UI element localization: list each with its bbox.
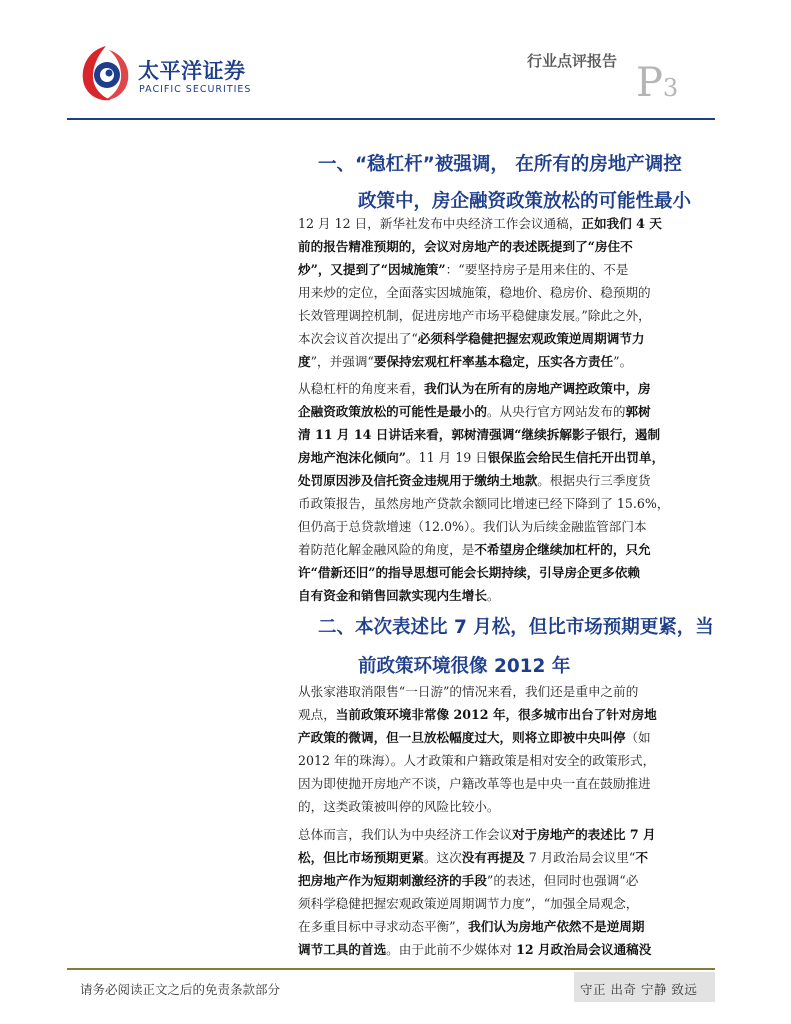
paragraph-1 bbox=[298, 212, 700, 373]
body-text: 7 月政治局会议里“ bbox=[524, 850, 636, 865]
body-text: 本次会议首次提出了“ bbox=[298, 331, 418, 346]
body-text: ”。 bbox=[613, 354, 633, 369]
text-line bbox=[298, 235, 700, 258]
pacific-securities-logo-icon bbox=[78, 42, 134, 104]
page-letter: P bbox=[636, 60, 663, 106]
emphasis-text: 前的报告精准预期的，会议对房地产的表述既提到了“房住不 bbox=[298, 239, 633, 254]
emphasis-text: 企融资政策放松的可能性是最小的 bbox=[298, 404, 487, 419]
page-number-value: 3 bbox=[662, 74, 679, 102]
body-text: 在多重目标中寻求动态平衡”， bbox=[298, 919, 469, 934]
emphasis-text: 没有再提及 bbox=[461, 850, 525, 865]
text-line bbox=[298, 703, 700, 726]
text-line bbox=[298, 584, 700, 607]
text-line bbox=[298, 350, 700, 373]
body-text: ：“要坚持房子是用来住的、不是 bbox=[445, 262, 629, 277]
body-text: ”的表述，但同时也强调“必 bbox=[486, 873, 639, 888]
emphasis-text: 许“借新还旧”的指导思想可能会长期持续，引导房企更多依赖 bbox=[298, 565, 640, 580]
text-line bbox=[298, 869, 700, 892]
body-text: 。根据央行三季度货 bbox=[537, 473, 651, 488]
section-2-heading-line-2: 前政策环境很像 2012 年 bbox=[358, 656, 571, 677]
emphasis-text: 我们认为在所有的房地产调控政策中，房 bbox=[423, 381, 651, 396]
text-line bbox=[298, 749, 700, 772]
footer-divider bbox=[67, 968, 715, 970]
text-line bbox=[298, 492, 700, 515]
text-line bbox=[298, 281, 700, 304]
section-1-heading-line-2: 政策中，房企融资政策放松的可能性最小 bbox=[358, 191, 692, 212]
text-line bbox=[298, 915, 700, 938]
text-line bbox=[298, 212, 700, 235]
text-line bbox=[298, 469, 700, 492]
body-text: 长效管理调控机制，促进房地产市场平稳健康发展。”除此之外， bbox=[298, 308, 651, 323]
paragraph-2 bbox=[298, 377, 700, 607]
header-divider bbox=[67, 118, 715, 120]
body-text: 。由于此前不少媒体对 bbox=[386, 942, 517, 957]
emphasis-text: 不 bbox=[635, 850, 648, 865]
text-line bbox=[298, 823, 700, 846]
paragraph-4 bbox=[298, 823, 700, 961]
text-line bbox=[298, 446, 700, 469]
body-text: ”，并强调“ bbox=[310, 354, 374, 369]
text-line bbox=[298, 515, 700, 538]
emphasis-text: 不希望房企继续加杠杆的，只允 bbox=[474, 542, 651, 557]
body-text: 币政策报告，虽然房地产贷款余额同比增速已经下降到了 15.6%， bbox=[298, 496, 670, 511]
emphasis-text: 炒”，又提到了“因城施策” bbox=[298, 262, 446, 277]
text-line bbox=[298, 938, 700, 961]
paragraph-3 bbox=[298, 680, 700, 818]
emphasis-text: 调节工具的首选 bbox=[298, 942, 387, 957]
text-line bbox=[298, 423, 700, 446]
text-line bbox=[298, 726, 700, 749]
body-text: 的，这类政策被叫停的风险比较小。 bbox=[298, 799, 500, 814]
emphasis-text: 自有资金和销售回款实现内生增长 bbox=[298, 588, 487, 603]
body-text: 总体而言，我们认为中央经济工作会议 bbox=[298, 827, 513, 842]
section-1-heading-line-1: 一、“稳杠杆”被强调， 在所有的房地产调控 bbox=[318, 154, 682, 175]
emphasis-text: 处罚原因涉及信托资金违规用于缴纳土地款 bbox=[298, 473, 538, 488]
motto-box bbox=[574, 972, 715, 1002]
emphasis-text: 度 bbox=[298, 354, 311, 369]
emphasis-text: 当前政策环境非常像 2012 年，很多城市出台了针对房地 bbox=[335, 707, 657, 722]
text-line bbox=[298, 795, 700, 818]
emphasis-text: 房地产泡沫化倾向” bbox=[298, 450, 406, 465]
section-2-heading-line-1: 二、本次表述比 7 月松，但比市场预期更紧，当 bbox=[318, 617, 714, 638]
body-text: 因为即使抛开房地产不谈，户籍改革等也是中央一直在鼓励推进 bbox=[298, 776, 651, 791]
page-header bbox=[0, 0, 791, 120]
emphasis-text: 必须科学稳健把握宏观政策逆周期调节力 bbox=[417, 331, 645, 346]
body-text: 用来炒的定位，全面落实因城施策，稳地价、稳房价、稳预期的 bbox=[298, 285, 651, 300]
body-text: 但仍高于总贷款增速（12.0%）。我们认为后续金融监管部门本 bbox=[298, 519, 647, 534]
emphasis-text: 对于房地产的表述比 7 月 bbox=[512, 827, 656, 842]
report-type: 行业点评报告 bbox=[527, 52, 618, 70]
company-logo bbox=[78, 42, 288, 104]
brand-name-en: PACIFIC SECURITIES bbox=[139, 84, 252, 95]
disclaimer-notice: 请务必阅读正文之后的免责条款部分 bbox=[80, 982, 281, 997]
text-line bbox=[298, 892, 700, 915]
text-line bbox=[298, 846, 700, 869]
text-line bbox=[298, 538, 700, 561]
text-line bbox=[298, 377, 700, 400]
page-number bbox=[636, 60, 678, 106]
body-text: 2012 年的珠海）。人才政策和户籍政策是相对安全的政策形式， bbox=[298, 753, 656, 768]
text-line bbox=[298, 772, 700, 795]
emphasis-text: 要保持宏观杠杆率基本稳定，压实各方责任 bbox=[373, 354, 614, 369]
text-line bbox=[298, 561, 700, 584]
emphasis-text: 产政策的微调，但一旦放松幅度过大，则将立即被中央叫停 bbox=[298, 730, 626, 745]
body-text: 。11 月 19 日 bbox=[406, 450, 488, 465]
body-text: 。 bbox=[486, 588, 500, 603]
body-text: 观点， bbox=[298, 707, 336, 722]
body-text: 须科学稳健把握宏观政策逆周期调节力度”，“加强全局观念， bbox=[298, 896, 639, 911]
body-text: （如 bbox=[625, 730, 651, 745]
emphasis-text: 银保监会给民生信托开出罚单， bbox=[487, 450, 665, 465]
body-text: 从张家港取消限售“一日游”的情况来看，我们还是重申之前的 bbox=[298, 684, 639, 699]
company-motto: 守正 出奇 宁静 致远 bbox=[580, 982, 698, 997]
brand-name-cn: 太平洋证券 bbox=[138, 59, 246, 83]
emphasis-text: 清 11 月 14 日讲话来看，郭树清强调“继续拆解影子银行，遏制 bbox=[298, 427, 661, 442]
text-line bbox=[298, 258, 700, 281]
emphasis-text: 郭树 bbox=[625, 404, 651, 419]
body-text: 。这次 bbox=[423, 850, 462, 865]
emphasis-text: 把房地产作为短期刺激经济的手段 bbox=[298, 873, 487, 888]
emphasis-text: 松，但比市场预期更紧 bbox=[298, 850, 424, 865]
emphasis-text: 12 月政治局会议通稿没 bbox=[516, 942, 652, 957]
body-text: 从稳杠杆的角度来看， bbox=[298, 381, 424, 396]
body-text: 。从央行官方网站发布的 bbox=[486, 404, 626, 419]
text-line bbox=[298, 327, 700, 350]
body-text: 12 月 12 日，新华社发布中央经济工作会议通稿， bbox=[298, 216, 582, 231]
emphasis-text: 正如我们 4 天 bbox=[581, 216, 662, 231]
body-text: 着防范化解金融风险的角度，是 bbox=[298, 542, 475, 557]
emphasis-text: 我们认为房地产依然不是逆周期 bbox=[468, 919, 645, 934]
text-line bbox=[298, 400, 700, 423]
text-line bbox=[298, 680, 700, 703]
text-line bbox=[298, 304, 700, 327]
